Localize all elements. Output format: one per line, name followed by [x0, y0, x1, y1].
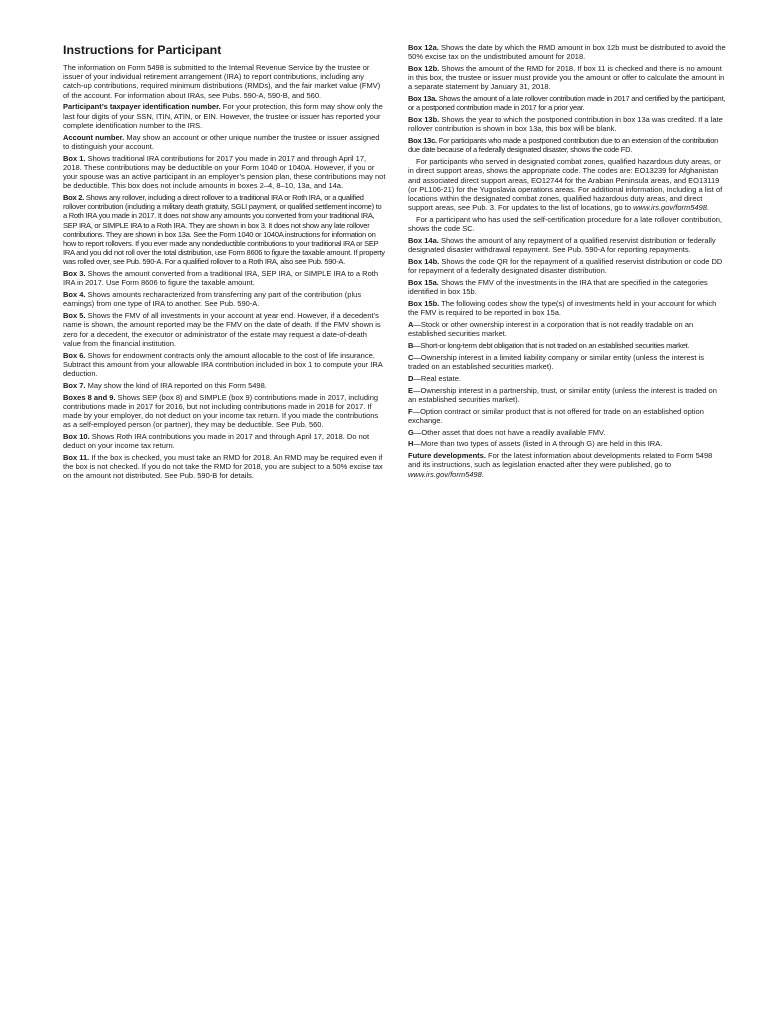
form5498-link[interactable]: www.irs.gov/form5498: [633, 203, 707, 213]
box-13b-paragraph: Box 13b. Shows the year to which the postponed contribution in box 13a was credited. If a late rollover contribution is shown in box 13a, this box will be blank.: [408, 115, 723, 134]
paragraph-label: Box 1.: [63, 153, 86, 163]
taxpayer-id-paragraph: Participant’s taxpayer identification number. For your protection, this form may show only the last four digits of your SSN, ITIN, ATIN, or EIN. However, the trustee or issuer has reported your complete identification number to the IRS.: [63, 102, 383, 130]
box-7-paragraph: Box 7. May show the kind of IRA reported on this Form 5498.: [63, 380, 267, 390]
self-certification-paragraph: For a participant who has used the self-certification procedure for a late rollover contribution, shows the code SC.: [408, 215, 722, 234]
paragraph-label: Box 6.: [63, 350, 86, 360]
paragraph-label: Box 14b.: [408, 257, 440, 267]
paragraph-label: Account number.: [63, 132, 125, 142]
combat-zone-paragraph: For participants who served in designated combat zones, qualified hazardous duty areas, or in direct support areas, shows the appropriate code. The codes are: EO13239 for Afghanistan and associated direct support areas, EO12744 for the Arabian Peninsula areas, and EO13119 (or PL106-21) for the Yugoslavia operations areas. For additional information, including a list of locations within the designated combat zones, qualified hazardous duty areas, and direct support areas, see Pub. 3. For updates to the list of locations, go to www.irs.gov/form5498.: [408, 157, 723, 213]
box-12b-paragraph: Box 12b. Shows the amount of the RMD for 2018. If box 11 is checked and there is no amount in this box, the trustee or issuer must provide you the amount or offer to calculate the amount in a separate statement by January 31, 2018.: [408, 64, 725, 92]
paragraph-label: Box 14a.: [408, 236, 439, 246]
code-h-paragraph: H—More than two types of assets (listed in A through G) are held in this IRA.: [408, 439, 663, 449]
box-14a-paragraph: Box 14a. Shows the amount of any repayment of a qualified reservist distribution or federally designated disaster withdrawal repayment. See Pub. 590-A for reporting repayments.: [408, 236, 716, 255]
box-2-paragraph: Box 2. Shows any rollover, including a direct rollover to a traditional IRA or Roth IRA, or a qualified rollover contribution (including a military death gratuity, SGLI payment, or qualified settlement income) to a Roth IRA you made in 2017. It does not show any amounts you converted from your traditional IRA, SEP IRA, or SIMPLE IRA to a Roth IRA. They are shown in box 3. It does not show any late rollover contributions. They are shown in box 13a. See the Form 1040 or 1040A instructions for information on how to report rollovers. If you ever made any nondeductible contributions to your traditional IRA or SEP IRA and you did not roll over the total distribution, use Form 8606 to figure the taxable amount. If property was rolled over, see Pub. 590-A. For a qualified rollover to a Roth IRA, also see Pub. 590-A.: [63, 193, 385, 267]
code-label: A: [408, 320, 414, 330]
code-a-paragraph: A—Stock or other ownership interest in a corporation that is not readily tradable on an established securities market.: [408, 320, 694, 339]
code-label: D: [408, 373, 414, 383]
code-label: C: [408, 352, 414, 362]
box-10-paragraph: Box 10. Shows Roth IRA contributions you made in 2017 and through April 17, 2018. Do not deduct on your income tax return.: [63, 432, 370, 451]
box-12a-paragraph: Box 12a. Shows the date by which the RMD amount in box 12b must be distributed to avoid the 50% excise tax on the undistributed amount for 2018.: [408, 43, 726, 62]
box-13c-paragraph: Box 13c. For participants who made a postponed contribution due to an extension of the contribution due date because of a federally designated disaster, shows the code FD.: [408, 136, 719, 155]
box-3-paragraph: Box 3. Shows the amount converted from a traditional IRA, SEP IRA, or SIMPLE IRA to a Roth IRA in 2017. Use Form 8606 to figure the taxable amount.: [63, 269, 379, 288]
code-label: F: [408, 406, 413, 416]
paragraph-label: Box 3.: [63, 269, 86, 279]
account-number-paragraph: Account number. May show an account or other unique number the trustee or issuer assigned to distinguish your account.: [63, 132, 380, 151]
box-13a-paragraph: Box 13a. Shows the amount of a late rollover contribution made in 2017 and certified by the participant, or a postponed contribution made in 2017 for a prior year.: [408, 94, 726, 113]
left-column: [63, 43, 386, 483]
box-5-paragraph: Box 5. Shows the FMV of all investments in your account at year end. However, if a decedent’s name is shown, the amount reported may be the FMV on the date of death. If the FMV shown is zero for a decedent, the executor or administrator of the estate may request a date-of-death value from the financial institution.: [63, 311, 381, 348]
box-11-paragraph: Box 11. If the box is checked, you must take an RMD for 2018. An RMD may be required even if the box is not checked. If you do not take the RMD for 2018, you are subject to a 50% excise tax on the amount not distributed. See Pub. 590-B for details.: [63, 453, 383, 481]
code-label: B: [408, 341, 414, 351]
paragraph-label: Participant’s taxpayer identification number.: [63, 102, 221, 112]
paragraph-label: Boxes 8 and 9.: [63, 392, 116, 402]
paragraph-label: Box 7.: [63, 380, 86, 390]
box-15a-paragraph: Box 15a. Shows the FMV of the investments in the IRA that are specified in the categories identified in box 15b.: [408, 278, 708, 297]
boxes-8-9-paragraph: Boxes 8 and 9. Shows SEP (box 8) and SIMPLE (box 9) contributions made in 2017, including contributions made in 2017 for 2016, but not including contributions made in 2018 for 2017. If made by your employer, do not deduct on your income tax return. If you made the contributions as a self-employed person (or partner), they may be deductible. See Pub. 560.: [63, 392, 379, 430]
box-14b-paragraph: Box 14b. Shows the code QR for the repayment of a qualified reservist distribution or code DD for repayment of a federally designated disaster distribution.: [408, 257, 723, 276]
code-c-paragraph: C—Ownership interest in a limited liability company or similar entity (unless the interest is traded on an established securities market).: [408, 352, 704, 372]
box-15b-paragraph: Box 15b. The following codes show the type(s) of investments held in your account for which the FMV is required to be reported in box 15a.: [408, 299, 717, 318]
paragraph-label: Box 12a.: [408, 43, 439, 52]
paragraph-label: Box 11.: [63, 453, 90, 463]
future-developments-paragraph: Future developments. For the latest information about developments related to Form 5498 and its instructions, such as legislation enacted after they were published, go to www.irs.gov/form5498.: [408, 451, 713, 479]
box-1-paragraph: Box 1. Shows traditional IRA contributions for 2017 you made in 2017 and through April 17, 2018. These contributions may be deductible on your Form 1040 or 1040A. However, if you or your spouse was an active participant in an employer’s pension plan, these contributions may not be deductible. This box does not include amounts in boxes 2–4, 8–10, 13a, and 14a.: [63, 153, 386, 191]
box-6-paragraph: Box 6. Shows for endowment contracts only the amount allocable to the cost of life insurance. Subtract this amount from your allowable IRA contribution included in box 1 to compute your IRA deduction.: [63, 350, 383, 379]
paragraph-label: Box 13b.: [408, 115, 440, 125]
form5498-link[interactable]: www.irs.gov/form5498: [408, 469, 482, 479]
code-label: E: [408, 385, 414, 395]
code-g-paragraph: G—Other asset that does not have a readily available FMV.: [408, 427, 606, 437]
paragraph-label: Box 15b.: [408, 299, 440, 309]
paragraph-label: Box 13c.: [408, 136, 437, 146]
code-b-paragraph: B—Short-or long-term debt obligation that is not traded on an established securities market.: [408, 341, 690, 351]
paragraph-label: Future developments.: [408, 451, 486, 461]
paragraph-label: Box 10.: [63, 432, 90, 442]
code-label: H: [408, 439, 414, 449]
code-d-paragraph: D—Real estate.: [408, 373, 461, 383]
paragraph-label: Box 5.: [63, 311, 86, 321]
right-column: [408, 43, 726, 481]
code-e-paragraph: E—Ownership interest in a partnership, trust, or similar entity (unless the interest is traded on an established securities market).: [408, 385, 717, 404]
code-f-paragraph: F—Option contract or similar product that is not offered for trade on an established option exchange.: [408, 406, 704, 425]
intro-paragraph: The information on Form 5498 is submitted to the Internal Revenue Service by the trustee or issuer of your individual retirement arrangement (IRA) to report contributions, including any catch-up contributions, required minimum distributions (RMDs), and the fair market value (FMV) of the account. For information about IRAs, see Pubs. 590-A, 590-B, and 560.: [63, 63, 381, 100]
instructions-title: Instructions for Participant: [63, 43, 222, 57]
paragraph-label: Box 12b.: [408, 64, 440, 73]
paragraph-label: Box 2.: [63, 193, 85, 203]
paragraph-label: Box 15a.: [408, 278, 439, 288]
code-label: G: [408, 427, 414, 437]
paragraph-label: Box 4.: [63, 290, 86, 300]
box-4-paragraph: Box 4. Shows amounts recharacterized from transferring any part of the contribution (plus earnings) from one type of IRA to another. See Pub. 590-A.: [63, 290, 362, 309]
paragraph-label: Box 13a.: [408, 94, 437, 104]
